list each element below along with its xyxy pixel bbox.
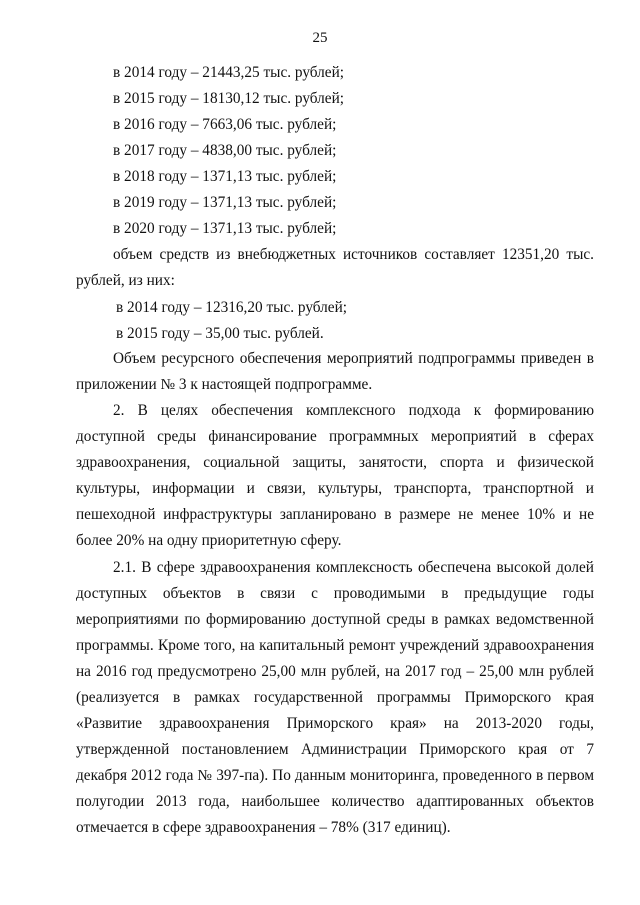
funding-year-2014: в 2014 году – 21443,25 тыс. рублей;	[113, 64, 345, 81]
extrabudgetary-intro: объем средств из внебюджетных источников составляет 12351,20 тыс. рублей, из них:	[76, 246, 594, 289]
section-2-1-block	[76, 555, 594, 841]
extrabudgetary-list	[76, 295, 594, 347]
section-2-1-paragraph: 2.1. В сфере здравоохранения комплексность обеспечена высокой долей доступных объектов в связи с проводимыми в предыдущие годы мероприятиями по формированию доступной среды в рамках ведомственной программы. Кроме того, на капитальный ремонт учреждений здравоохранения на 2016 год предусмотрено 25,00 млн рублей, на 2017 год – 25,00 млн рублей (реализуется в рамках государственной программы Приморского края «Развитие здравоохранения Приморского края» на 2013-2020 годы, утвержденной постановлением Администрации Приморского края от 7 декабря 2012 года № 397-па). По данным мониторинга, проведенного в первом полугодии 2013 года, наибольшее количество адаптированных объектов отмечается в сфере здравоохранения – 78% (317 единиц).	[76, 559, 594, 836]
resource-paragraph: Объем ресурсного обеспечения мероприятий подпрограммы приведен в приложении № 3 к настоящей подпрограмме.	[76, 350, 594, 393]
extrabudgetary-intro-block	[76, 242, 594, 294]
section-2-paragraph: 2. В целях обеспечения комплексного подхода к формированию доступной среды финансирование программных мероприятий в сферах здравоохранения, социальной защиты, занятости, спорта и физической культуры, информации и связи, культуры, транспорта, транспортной и пешеходной инфраструктуры запланировано в размере не менее 10% и не более 20% на одну приоритетную сферу.	[76, 402, 594, 549]
page-number: 25	[312, 30, 328, 46]
funding-year-2020: в 2020 году – 1371,13 тыс. рублей;	[113, 220, 337, 237]
extrabudgetary-2014: в 2014 году – 12316,20 тыс. рублей;	[116, 299, 348, 316]
funding-year-2016: в 2016 году – 7663,06 тыс. рублей;	[113, 116, 337, 133]
funding-year-2018: в 2018 году – 1371,13 тыс. рублей;	[113, 168, 337, 185]
extrabudgetary-2015: в 2015 году – 35,00 тыс. рублей.	[116, 325, 324, 342]
funding-year-2019: в 2019 году – 1371,13 тыс. рублей;	[113, 194, 337, 211]
funding-years-list	[76, 60, 594, 242]
resource-paragraph-block	[76, 346, 594, 398]
section-2-block	[76, 398, 594, 554]
funding-year-2017: в 2017 году – 4838,00 тыс. рублей;	[113, 142, 337, 159]
funding-year-2015: в 2015 году – 18130,12 тыс. рублей;	[113, 90, 345, 107]
